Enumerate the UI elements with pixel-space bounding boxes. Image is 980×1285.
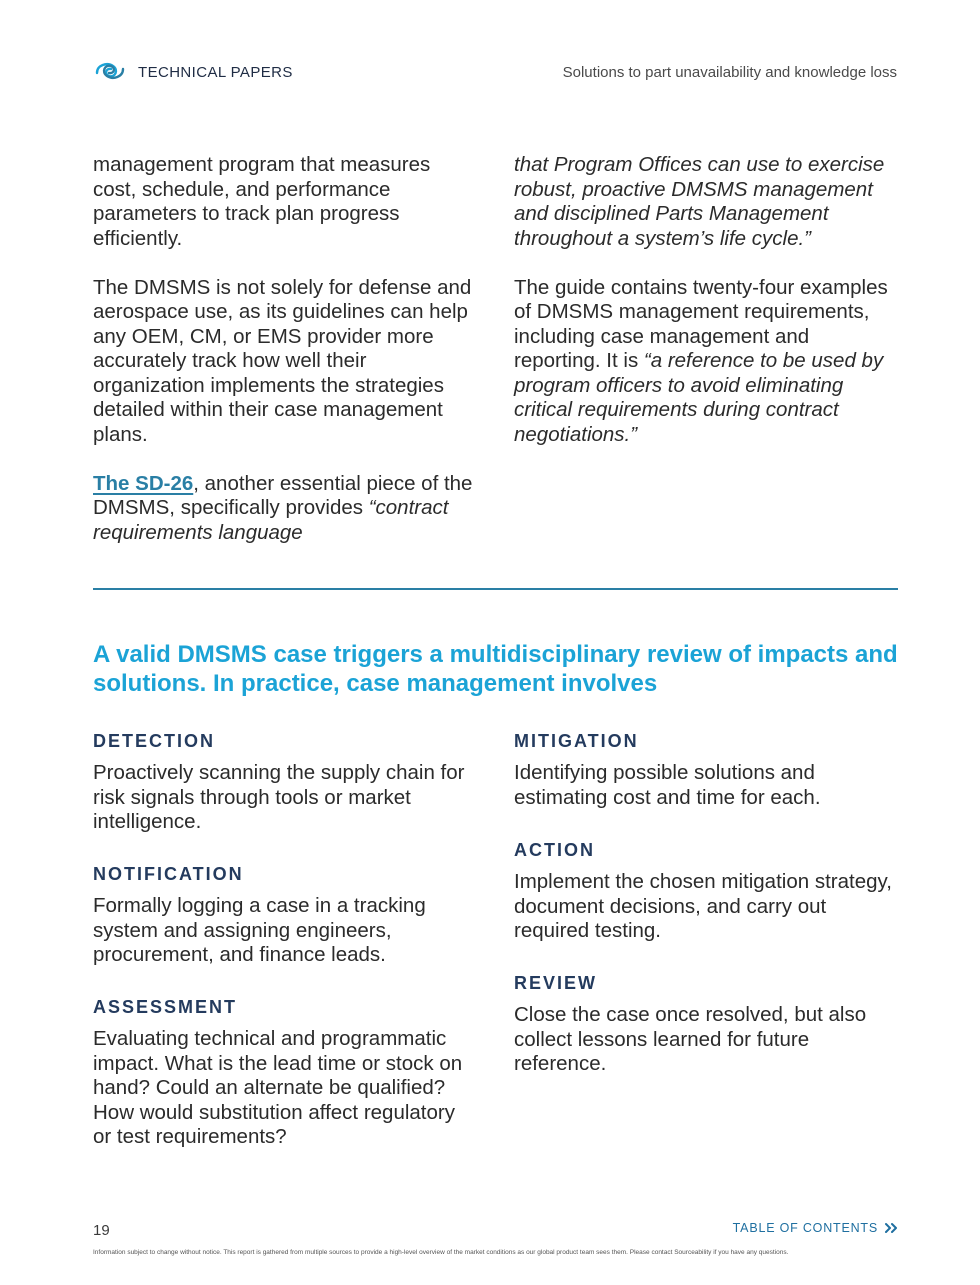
step-title: REVIEW [514,973,598,993]
quote-text: “a reference to be used by program officers to avoid eliminating critical requirements during contract negotiations.” [514,349,884,446]
left-text-column [93,153,478,570]
step-description: Close the case once resolved, but also collect lessons learned for future reference. [514,1003,867,1075]
table-of-contents-link[interactable] [733,1221,900,1235]
step-title: ASSESSMENT [93,997,238,1017]
paragraph [93,472,478,546]
step-assessment [93,997,478,1150]
step-review [514,973,899,1077]
step-description: Evaluating technical and programmatic impact. What is the lead time or stock on hand? Could an alternate be qualified? How would substitution affect regulatory or test requirements? [93,1027,463,1148]
paragraph [514,153,899,251]
step-description: Proactively scanning the supply chain for risk signals through tools or market intelligence. [93,761,465,833]
page-number: 19 [93,1222,110,1239]
paragraph [514,276,899,448]
sd-26-link[interactable]: The SD-26 [93,471,194,495]
step-notification [93,864,478,968]
toc-label: TABLE OF CONTENTS [732,1221,878,1235]
step-title: ACTION [514,840,595,860]
callout-heading: A valid DMSMS case triggers a multidisciplinary review of impacts and solutions. In practice, case management involves [93,641,898,697]
step-mitigation [514,731,899,810]
paragraph-text: , another essential piece of the DMSMS, specifically provides [93,471,473,519]
disclaimer-text: Information subject to change without notice. This report is gathered from multiple sources to provide a high-level overview of the market conditions as our global product team sees them. Please contact Sourceability if you have any questions. [93,1249,789,1256]
step-title: MITIGATION [514,731,639,751]
step-action [514,840,899,944]
right-text-column [514,153,899,472]
section-divider [93,588,898,590]
step-title: DETECTION [93,731,216,751]
double-chevron-right-icon [884,1222,900,1234]
step-title: NOTIFICATION [93,864,244,884]
running-title: Solutions to part unavailability and knowledge loss [562,64,897,81]
paragraph: The DMSMS is not solely for defense and aerospace use, as its guidelines can help any OEM, CM, or EMS provider more accurately track how well their organization implements the strategies detailed within their case management plans. [93,275,472,446]
quote-text: that Program Offices can use to exercise robust, proactive DMSMS management and disciplined Parts Management throughout a system’s life cycle.” [514,153,885,250]
step-description: Identifying possible solutions and estimating cost and time for each. [514,761,821,809]
paragraph: management program that measures cost, schedule, and performance parameters to track plan progress efficiently. [93,153,431,250]
quote-text: “contract requirements language [93,496,449,544]
step-description: Implement the chosen mitigation strategy, document decisions, and carry out required testing. [514,870,892,942]
section-label: TECHNICAL PAPERS [138,64,293,81]
paragraph-text: The guide contains twenty-four examples of DMSMS management requirements, including case management and reporting. It is [514,275,888,372]
step-detection [93,731,478,835]
step-description: Formally logging a case in a tracking system and assigning engineers, procurement, and finance leads. [93,894,426,966]
swirl-logo-icon [93,59,127,83]
